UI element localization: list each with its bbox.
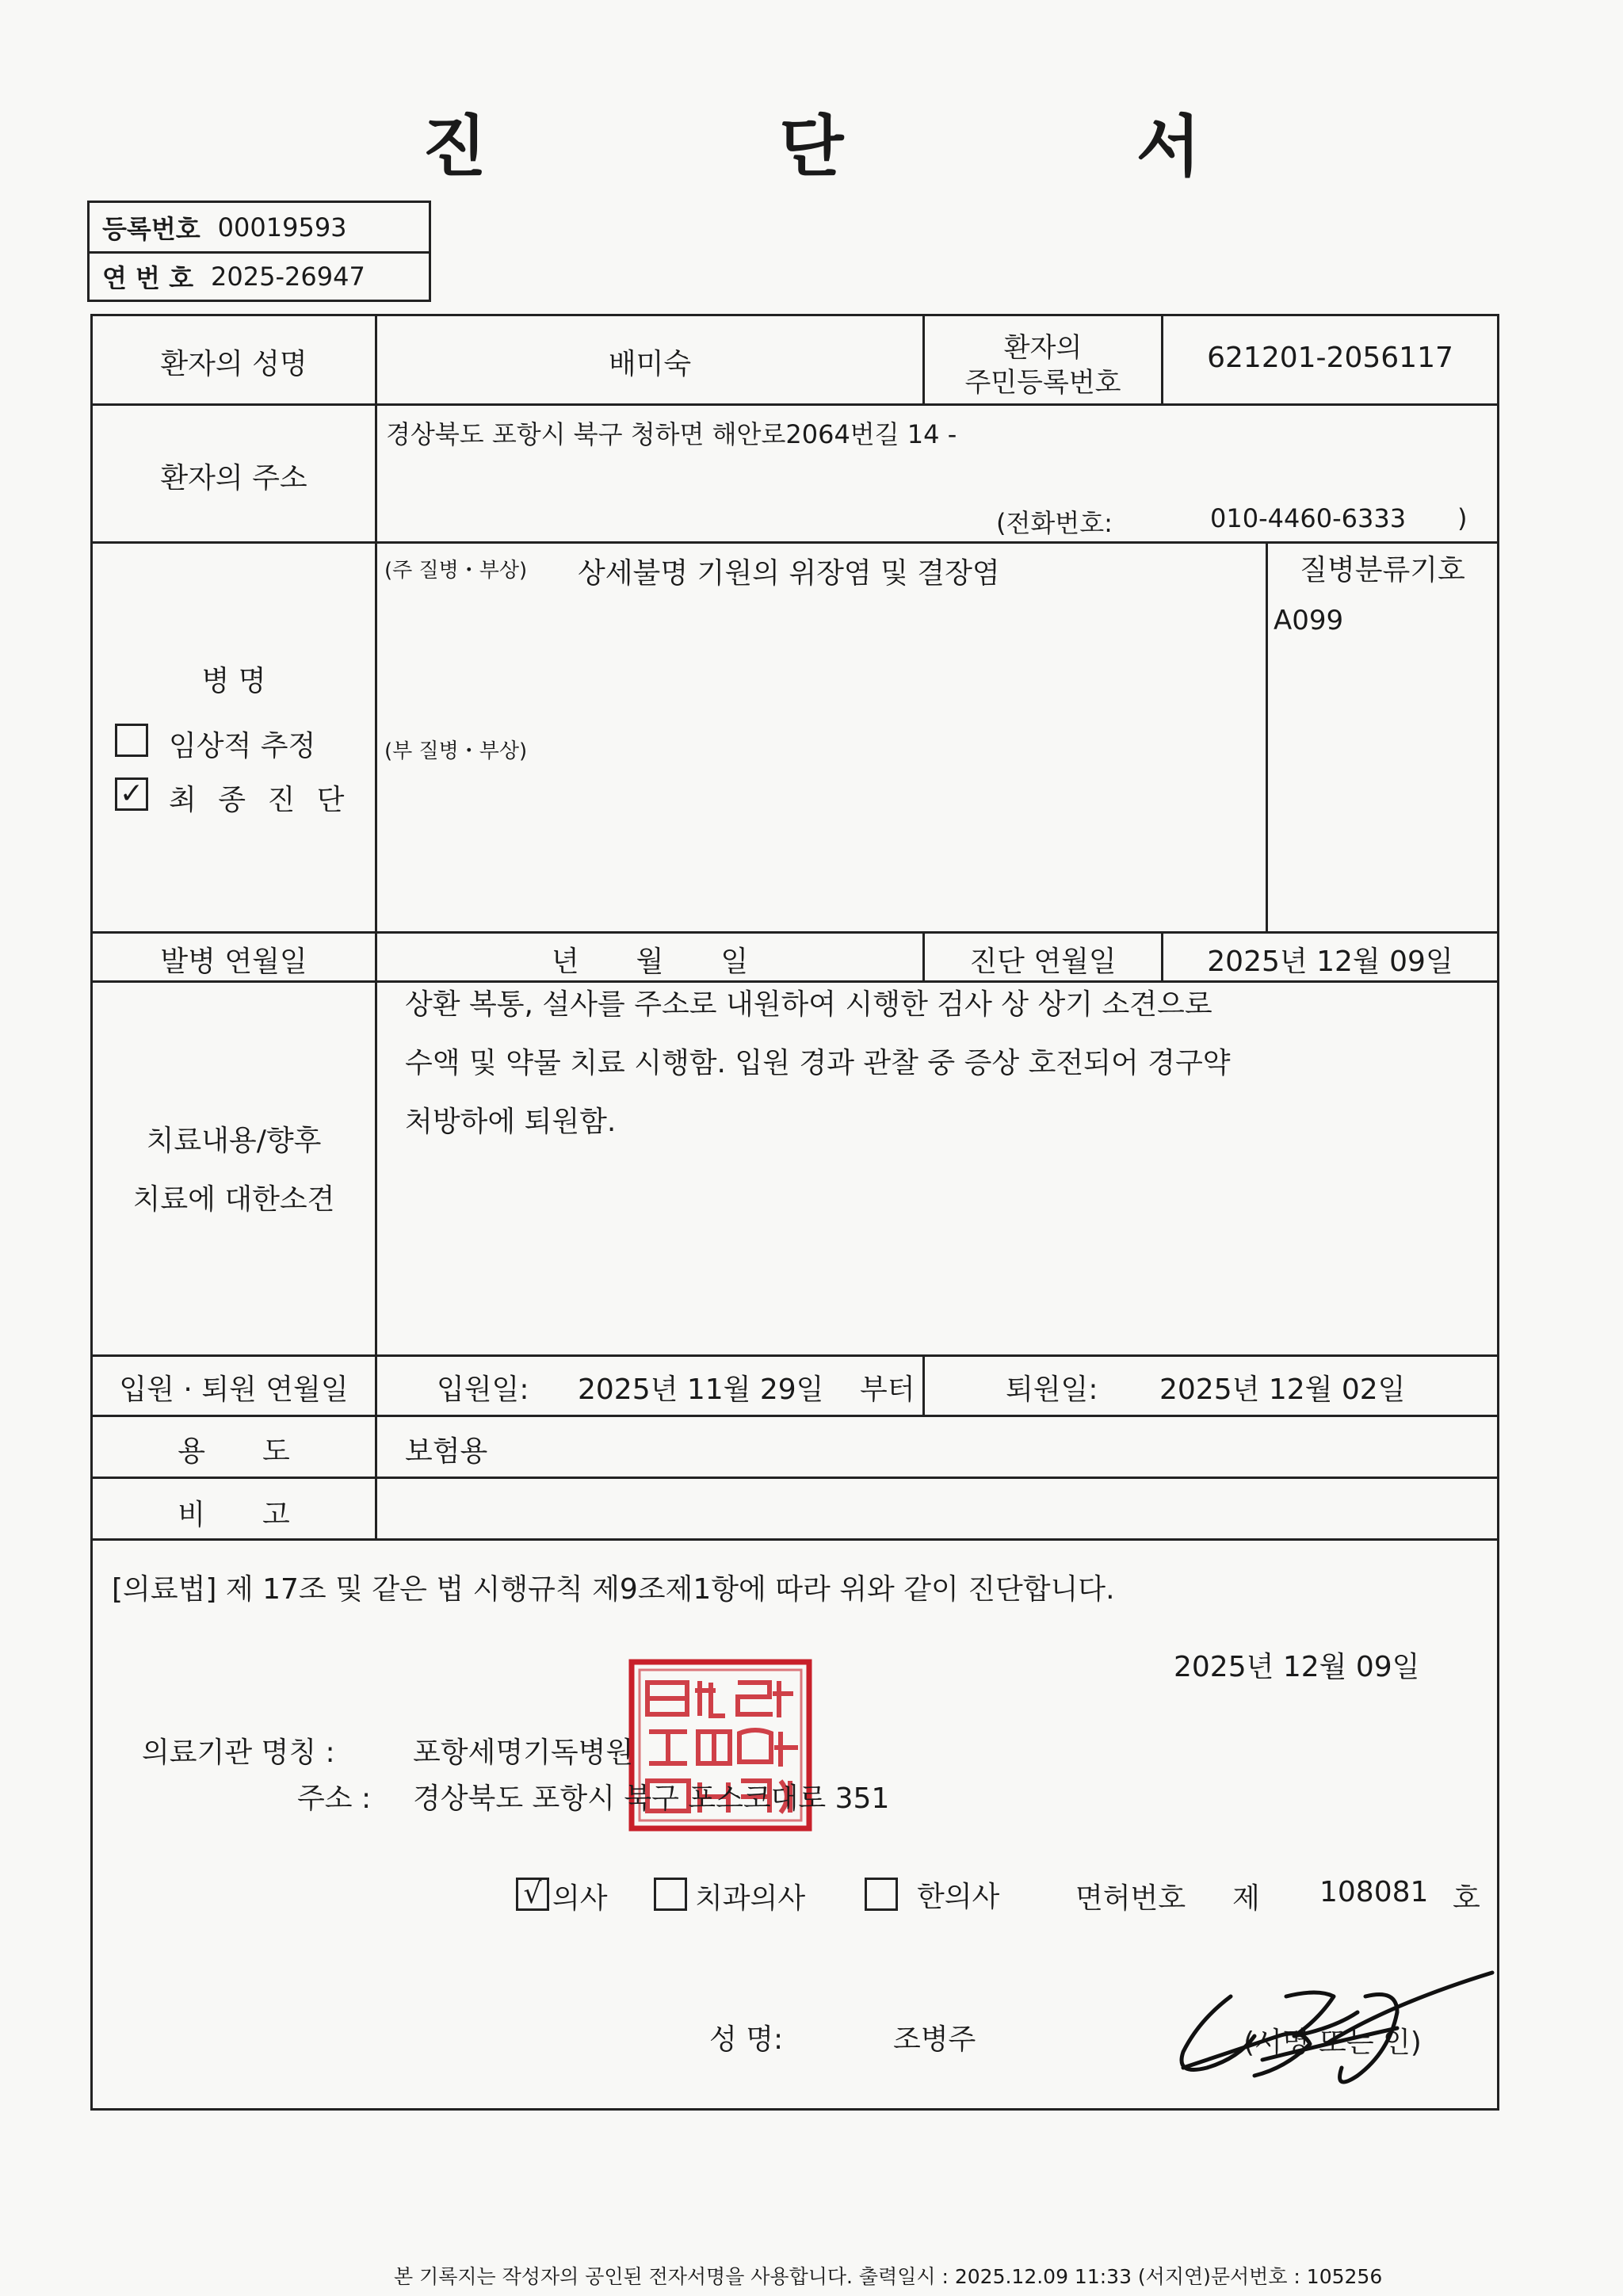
dentist-checkbox[interactable] [654,1878,687,1911]
license-label: 면허번호 [1075,1882,1186,1915]
document-title: 진 단 서 [422,108,1335,185]
registration-box [87,201,431,302]
treatment-line: 수액 및 약물 치료 시행함. 입원 경과 관찰 중 증상 호전되어 경구약 [405,1047,1231,1079]
institution-label: 의료기관 명칭 : [142,1736,335,1769]
declaration-date: 2025년 12월 09일 [1174,1651,1420,1683]
footer-note: 본 기록지는 작성자의 공인된 전자서명을 사용합니다. 출력일시 : 2025.12.09 11:33 (서지연)문서번호 : 105256 [394,2265,1383,2288]
registration-label: 등록번호 [102,213,200,244]
sub-disease-label: (부 질병・부상) [384,739,528,763]
onset-date-value: 년 월 일 [551,946,749,978]
remarks-label: 비 고 [178,1499,290,1531]
serial-label: 연 번 호 [102,263,194,293]
rrn-label-line1: 환자의 [1003,332,1083,364]
patient-address: 경상북도 포항시 북구 청하면 해안로2064번길 14 - [386,419,957,449]
final-diagnosis-checkbox[interactable]: ✓ [115,777,148,811]
clinical-estimate-checkbox[interactable] [115,724,148,757]
signature-note: (서명 또는 인) [1243,2027,1422,2059]
license-number: 108081 [1319,1876,1429,1908]
oriental-doctor-checkbox[interactable] [865,1878,898,1911]
patient-phone: 010-4460-6333 [1210,503,1407,533]
disease-code: A099 [1274,605,1344,636]
patient-rrn: 621201-2056117 [1207,342,1453,374]
address-label: 환자의 주소 [160,462,307,495]
treatment-line: 처방하에 퇴원함. [405,1106,617,1138]
disease-label: 병 명 [201,665,266,697]
treatment-line: 상환 복통, 설사를 주소로 내원하여 시행한 검사 상 상기 소견으로 [405,988,1212,1021]
admission-in-date: 2025년 11월 29일 [578,1373,824,1406]
serial-row [90,251,429,300]
diagnosis-date-label: 진단 연월일 [969,946,1117,978]
signer-label: 성 명: [709,2023,784,2056]
serial-number: 2025-26947 [211,262,365,292]
license-suffix: 호 [1453,1882,1480,1915]
name-label: 환자의 성명 [160,348,307,380]
signature-icon [1167,1965,1500,2099]
purpose-value: 보험용 [405,1435,488,1468]
purpose-label: 용 도 [178,1435,290,1468]
institution-address-label: 주소 : [297,1782,372,1815]
diagnosis-form [90,314,1499,2111]
disease-code-label: 질병분류기호 [1300,554,1465,586]
license-prefix: 제 [1232,1882,1260,1915]
clinical-estimate-label: 임상적 추정 [169,730,316,762]
treatment-label-line2: 치료에 대한소견 [132,1183,335,1216]
registration-number: 00019593 [217,212,347,243]
admission-in-label: 입원일: [437,1373,529,1406]
signer-name: 조병주 [893,2023,976,2056]
main-disease-label: (주 질병・부상) [384,559,528,583]
rrn-label-line2: 주민등록번호 [964,367,1121,399]
onset-date-label: 발병 연월일 [160,946,307,978]
discharge-label: 퇴원일: [1006,1373,1098,1406]
dentist-label: 치과의사 [695,1882,806,1915]
doctor-checkbox[interactable]: √ [516,1878,549,1911]
admission-label: 입원 · 퇴원 연월일 [119,1373,349,1406]
doctor-label: 의사 [552,1882,608,1915]
main-disease: 상세불명 기원의 위장염 및 결장염 [578,557,1000,590]
registration-row [90,203,429,251]
admission-from: 부터 [860,1373,915,1406]
discharge-date: 2025년 12월 02일 [1159,1373,1406,1406]
institution-name: 포항세명기독병원 [413,1736,634,1769]
treatment-label-line1: 치료내용/향후 [146,1125,322,1157]
phone-suffix: ) [1457,503,1468,533]
declaration-text: [의료법] 제 17조 및 같은 법 시행규칙 제9조제1항에 따라 위와 같이 진단합니다. [112,1573,1115,1606]
oriental-doctor-label: 한의사 [917,1881,1000,1913]
final-diagnosis-label: 최 종 진 단 [169,784,351,816]
patient-name: 배미숙 [608,348,692,380]
phone-prefix: (전화번호: [996,508,1113,538]
institution-address: 경상북도 포항시 북구 포스코대로 351 [413,1782,890,1815]
diagnosis-date: 2025년 12월 09일 [1207,946,1453,978]
